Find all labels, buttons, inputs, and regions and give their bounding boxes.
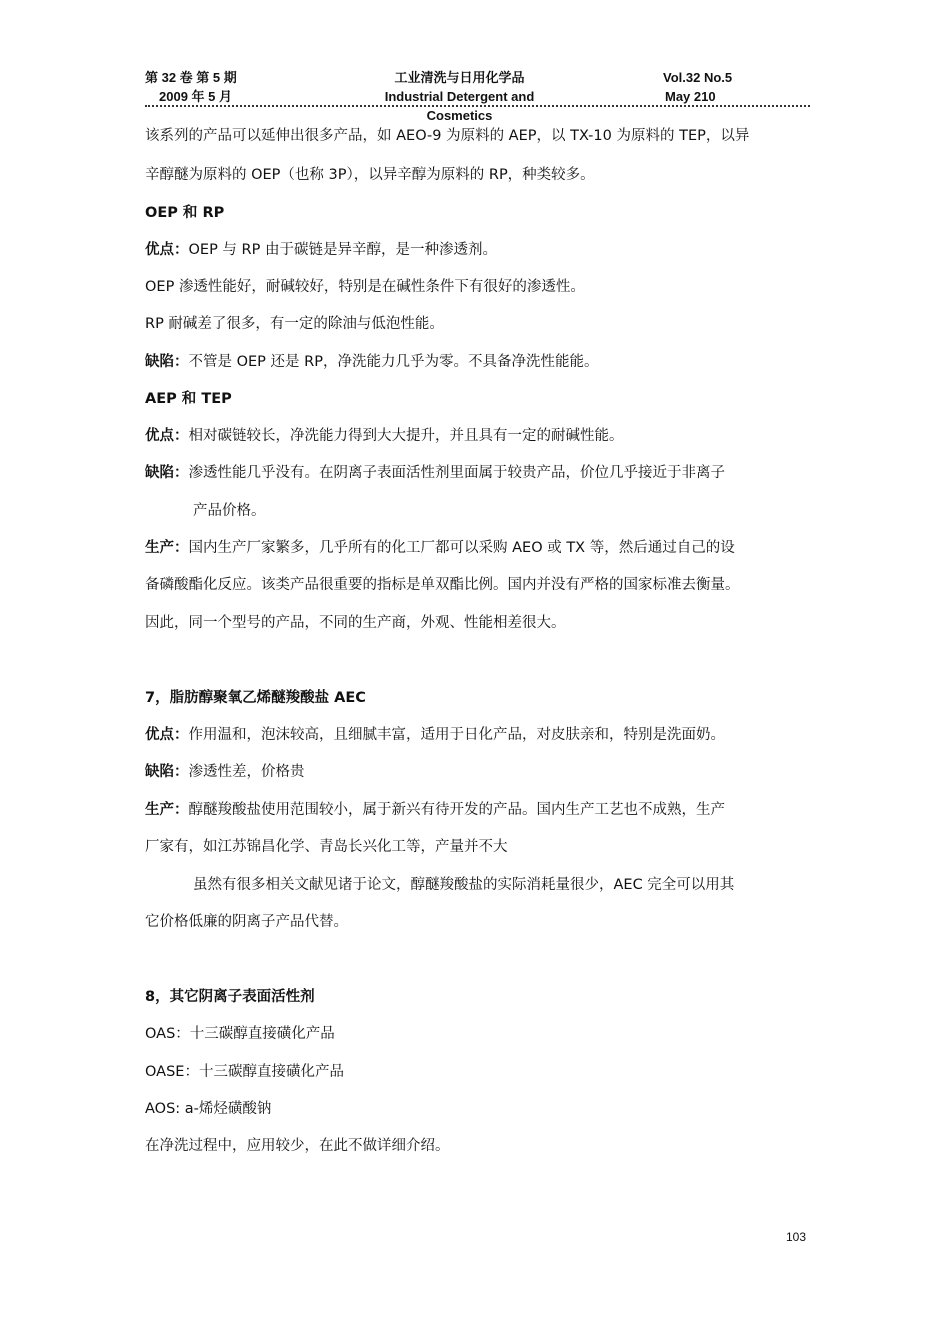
paragraph: 在净洗过程中，应用较少，在此不做详细介绍。 xyxy=(145,1138,450,1154)
production-line xyxy=(145,798,725,819)
production-label: 生产： xyxy=(145,802,189,818)
paragraph-indented: 虽然有很多相关文献见诸于论文，醇醚羧酸盐的实际消耗量很少，AEC 完全可以用其 xyxy=(193,877,735,893)
production-label: 生产： xyxy=(145,540,189,556)
defect-label: 缺陷： xyxy=(145,764,189,780)
defect-line xyxy=(145,461,725,482)
production-text: 国内生产厂家繁多，几乎所有的化工厂都可以采购 AEO 或 TX 等，然后通过自己的设 xyxy=(188,540,735,556)
header-center xyxy=(357,68,562,125)
paragraph: 备磷酸酯化反应。该类产品很重要的指标是单双酯比例。国内并没有严格的国家标准去衡量。 xyxy=(145,577,740,593)
paragraph: 因此，同一个型号的产品，不同的生产商，外观、性能相差很大。 xyxy=(145,615,566,631)
date-en: May 210 xyxy=(665,89,716,104)
advantage-label: 优点： xyxy=(145,242,189,258)
page-number: 103 xyxy=(786,1230,807,1244)
date-cn: 2009 年 5 月 xyxy=(159,89,232,104)
section-7-heading: 7，脂肪醇聚氧乙烯醚羧酸盐 AEC xyxy=(145,690,366,706)
advantage-line xyxy=(145,238,497,259)
paragraph: OEP 渗透性能好，耐碱较好，特别是在碱性条件下有很好的渗透性。 xyxy=(145,279,585,295)
paragraph: 厂家有，如江苏锦昌化学、青岛长兴化工等，产量并不大 xyxy=(145,839,508,855)
advantage-line xyxy=(145,723,725,744)
defect-text-continued: 产品价格。 xyxy=(193,503,266,519)
advantage-text: OEP 与 RP 由于碳链是异辛醇，是一种渗透剂。 xyxy=(188,242,497,258)
defect-label: 缺陷： xyxy=(145,465,189,481)
defect-text: 渗透性能几乎没有。在阴离子表面活性剂里面属于较贵产品，价位几乎接近于非离子 xyxy=(188,465,725,481)
header-left xyxy=(145,68,237,106)
section-8-heading: 8，其它阴离子表面活性剂 xyxy=(145,989,315,1005)
defect-label: 缺陷： xyxy=(145,354,189,370)
subheading-aep-tep: AEP 和 TEP xyxy=(145,391,232,407)
list-item: OAS：十三碳醇直接磺化产品 xyxy=(145,1026,335,1042)
subheading-oep-rp: OEP 和 RP xyxy=(145,205,225,221)
defect-line xyxy=(145,760,305,781)
paragraph: 该系列的产品可以延伸出很多产品，如 AEO-9 为原料的 AEP，以 TX-10 为原料的 TEP，以异 xyxy=(145,128,750,144)
journal-title-cn: 工业清洗与日用化学品 xyxy=(394,70,525,85)
journal-title-en: Industrial Detergent and Cosmetics xyxy=(384,89,535,123)
defect-text: 不管是 OEP 还是 RP，净洗能力几乎为零。不具备净洗性能能。 xyxy=(188,354,599,370)
advantage-text: 相对碳链较长，净洗能力得到大大提升，并且具有一定的耐碱性能。 xyxy=(188,428,624,444)
header-right xyxy=(663,68,732,106)
volume-issue-cn: 第 32 卷 第 5 期 xyxy=(145,70,237,85)
volume-issue-en: Vol.32 No.5 xyxy=(663,70,733,85)
production-line xyxy=(145,536,735,557)
paragraph: 辛醇醚为原料的 OEP（也称 3P），以异辛醇为原料的 RP，种类较多。 xyxy=(145,167,595,183)
list-item: OASE：十三碳醇直接磺化产品 xyxy=(145,1064,344,1080)
paragraph: 它价格低廉的阴离子产品代替。 xyxy=(145,914,348,930)
paragraph: RP 耐碱差了很多，有一定的除油与低泡性能。 xyxy=(145,316,444,332)
header-divider xyxy=(145,105,810,107)
advantage-label: 优点： xyxy=(145,727,189,743)
defect-text: 渗透性差，价格贵 xyxy=(188,764,305,780)
advantage-text: 作用温和，泡沫较高，且细腻丰富，适用于日化产品，对皮肤亲和，特别是洗面奶。 xyxy=(188,727,725,743)
list-item: AOS: a-烯烃磺酸钠 xyxy=(145,1101,272,1117)
defect-line xyxy=(145,350,598,371)
production-text: 醇醚羧酸盐使用范围较小，属于新兴有待开发的产品。国内生产工艺也不成熟，生产 xyxy=(188,802,725,818)
advantage-label: 优点： xyxy=(145,428,189,444)
advantage-line xyxy=(145,424,624,445)
page-header xyxy=(145,68,810,123)
